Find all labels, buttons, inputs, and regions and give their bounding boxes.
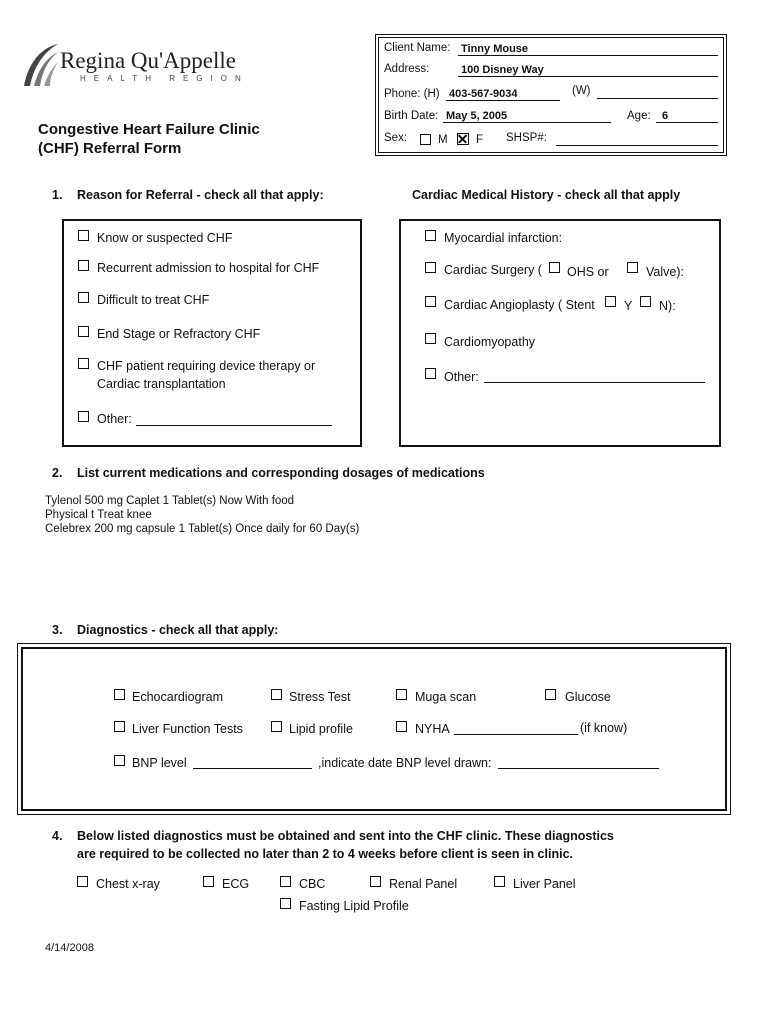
section2-number: 2. (52, 466, 63, 480)
birth-date-label: Birth Date: (384, 110, 439, 122)
stent-n-label: N): (659, 299, 676, 313)
nyha-field[interactable] (454, 734, 578, 735)
renal-panel-checkbox[interactable] (370, 876, 381, 887)
phone-home-line (446, 100, 560, 101)
if-know-label: (if know) (580, 721, 628, 735)
liver-panel-label: Liver Panel (513, 877, 576, 891)
ecg-checkbox[interactable] (203, 876, 214, 887)
client-name-line (458, 55, 718, 56)
stent-n-checkbox[interactable] (640, 296, 651, 307)
logo-name: Regina Qu'Appelle (60, 48, 236, 73)
sex-m-checkbox[interactable] (420, 134, 431, 145)
lipid-profile-label: Lipid profile (289, 722, 353, 736)
phone-home-label: Phone: (H) (384, 88, 440, 100)
medication-line: Physical t Treat knee (45, 509, 152, 521)
cardiac-surgery-checkbox[interactable] (425, 262, 436, 273)
address-field[interactable]: 100 Disney Way (461, 64, 544, 76)
phone-work-label: (W) (572, 85, 591, 97)
bnp-label: BNP level (132, 756, 187, 770)
cardiomyopathy-checkbox[interactable] (425, 333, 436, 344)
client-name-field[interactable]: Tinny Mouse (461, 43, 529, 55)
recurrent-admission-label: Recurrent admission to hospital for CHF (97, 261, 320, 275)
address-label: Address: (384, 63, 430, 75)
liver-panel-checkbox[interactable] (494, 876, 505, 887)
stress-test-label: Stress Test (289, 690, 351, 704)
device-therapy-label: CHF patient requiring device therapy or (97, 359, 316, 373)
section4-line2: are required to be collected no later than 2 to 4 weeks before client is seen in clinic. (77, 847, 573, 861)
cardiomyopathy-label: Cardiomyopathy (444, 335, 536, 349)
glucose-label: Glucose (565, 690, 611, 704)
form-title-line1: Congestive Heart Failure Clinic (38, 121, 260, 138)
muga-label: Muga scan (415, 690, 477, 704)
cbc-checkbox[interactable] (280, 876, 291, 887)
nyha-label: NYHA (415, 722, 450, 736)
difficult-treat-label: Difficult to treat CHF (97, 293, 210, 307)
known-chf-checkbox[interactable] (78, 230, 89, 241)
address-line (458, 76, 718, 77)
referral-other-checkbox[interactable] (78, 411, 89, 422)
bnp-date-field[interactable] (498, 768, 659, 769)
nyha-checkbox[interactable] (396, 721, 407, 732)
echo-checkbox[interactable] (114, 689, 125, 700)
muga-checkbox[interactable] (396, 689, 407, 700)
known-chf-label: Know or suspected CHF (97, 231, 233, 245)
age-label: Age: (627, 110, 651, 122)
age-field[interactable]: 6 (662, 110, 669, 122)
valve-checkbox[interactable] (627, 262, 638, 273)
form-title-line2: (CHF) Referral Form (38, 140, 182, 157)
cardiac-history-title: Cardiac Medical History - check all that apply (412, 188, 681, 202)
medication-line: Celebrex 200 mg capsule 1 Tablet(s) Once daily for 60 Day(s) (45, 523, 360, 535)
section3-number: 3. (52, 623, 63, 637)
chest-xray-checkbox[interactable] (77, 876, 88, 887)
cardiac-surgery-label: Cardiac Surgery ( (444, 263, 542, 277)
shsp-field[interactable] (556, 145, 718, 146)
fasting-lipid-label: Fasting Lipid Profile (299, 899, 409, 913)
stress-test-checkbox[interactable] (271, 689, 282, 700)
stent-y-checkbox[interactable] (605, 296, 616, 307)
section1-title: Reason for Referral - check all that apply: (77, 188, 324, 202)
section2-title: List current medications and corresponding dosages of medications (77, 466, 485, 480)
phone-work-field[interactable] (597, 98, 718, 99)
sex-label: Sex: (384, 132, 408, 144)
myocardial-checkbox[interactable] (425, 230, 436, 241)
birth-date-line (443, 122, 611, 123)
sex-f-label: F (476, 134, 484, 146)
section1-number: 1. (52, 188, 63, 202)
health-region-logo-icon (22, 42, 60, 88)
myocardial-label: Myocardial infarction: (444, 231, 563, 245)
bnp-level-field[interactable] (193, 768, 312, 769)
referral-other-label: Other: (97, 412, 132, 426)
echo-label: Echocardiogram (132, 690, 224, 704)
section4-number: 4. (52, 829, 63, 843)
section3-title: Diagnostics - check all that apply: (77, 623, 279, 637)
cardiac-history-box (399, 219, 721, 447)
section4-line1: Below listed diagnostics must be obtained and sent into the CHF clinic. These diagnostics (77, 829, 614, 843)
medication-line: Tylenol 500 mg Caplet 1 Tablet(s) Now With food (45, 495, 295, 507)
lipid-profile-checkbox[interactable] (271, 721, 282, 732)
liver-function-label: Liver Function Tests (132, 722, 243, 736)
fasting-lipid-checkbox[interactable] (280, 898, 291, 909)
phone-home-field[interactable]: 403-567-9034 (449, 88, 518, 100)
end-stage-checkbox[interactable] (78, 326, 89, 337)
stent-y-label: Y (624, 299, 633, 313)
valve-label: Valve): (646, 265, 684, 279)
bnp-checkbox[interactable] (114, 755, 125, 766)
chest-xray-label: Chest x-ray (96, 877, 160, 891)
sex-f-checkbox[interactable] (457, 133, 469, 145)
liver-function-checkbox[interactable] (114, 721, 125, 732)
client-name-label: Client Name: (384, 42, 451, 54)
recurrent-admission-checkbox[interactable] (78, 260, 89, 271)
device-therapy-checkbox[interactable] (78, 358, 89, 369)
age-line (656, 122, 718, 123)
referral-other-field[interactable] (136, 425, 332, 426)
transplantation-label: Cardiac transplantation (97, 377, 226, 391)
ohs-checkbox[interactable] (549, 262, 560, 273)
cardiac-other-label: Other: (444, 370, 479, 384)
ecg-label: ECG (222, 877, 250, 891)
difficult-treat-checkbox[interactable] (78, 292, 89, 303)
glucose-checkbox[interactable] (545, 689, 556, 700)
cardiac-other-checkbox[interactable] (425, 368, 436, 379)
cardiac-other-field[interactable] (484, 382, 705, 383)
angioplasty-label: Cardiac Angioplasty ( Stent (444, 298, 595, 312)
birth-date-field[interactable]: May 5, 2005 (446, 110, 508, 122)
cbc-label: CBC (299, 877, 326, 891)
end-stage-label: End Stage or Refractory CHF (97, 327, 261, 341)
angioplasty-checkbox[interactable] (425, 296, 436, 307)
sex-m-label: M (438, 134, 448, 146)
ohs-label: OHS or (567, 265, 609, 279)
renal-panel-label: Renal Panel (389, 877, 458, 891)
bnp-date-label: ,indicate date BNP level drawn: (318, 756, 492, 770)
footer-date: 4/14/2008 (45, 942, 94, 954)
logo-subtitle: HEALTH REGION (80, 74, 249, 83)
shsp-label: SHSP#: (506, 132, 547, 144)
